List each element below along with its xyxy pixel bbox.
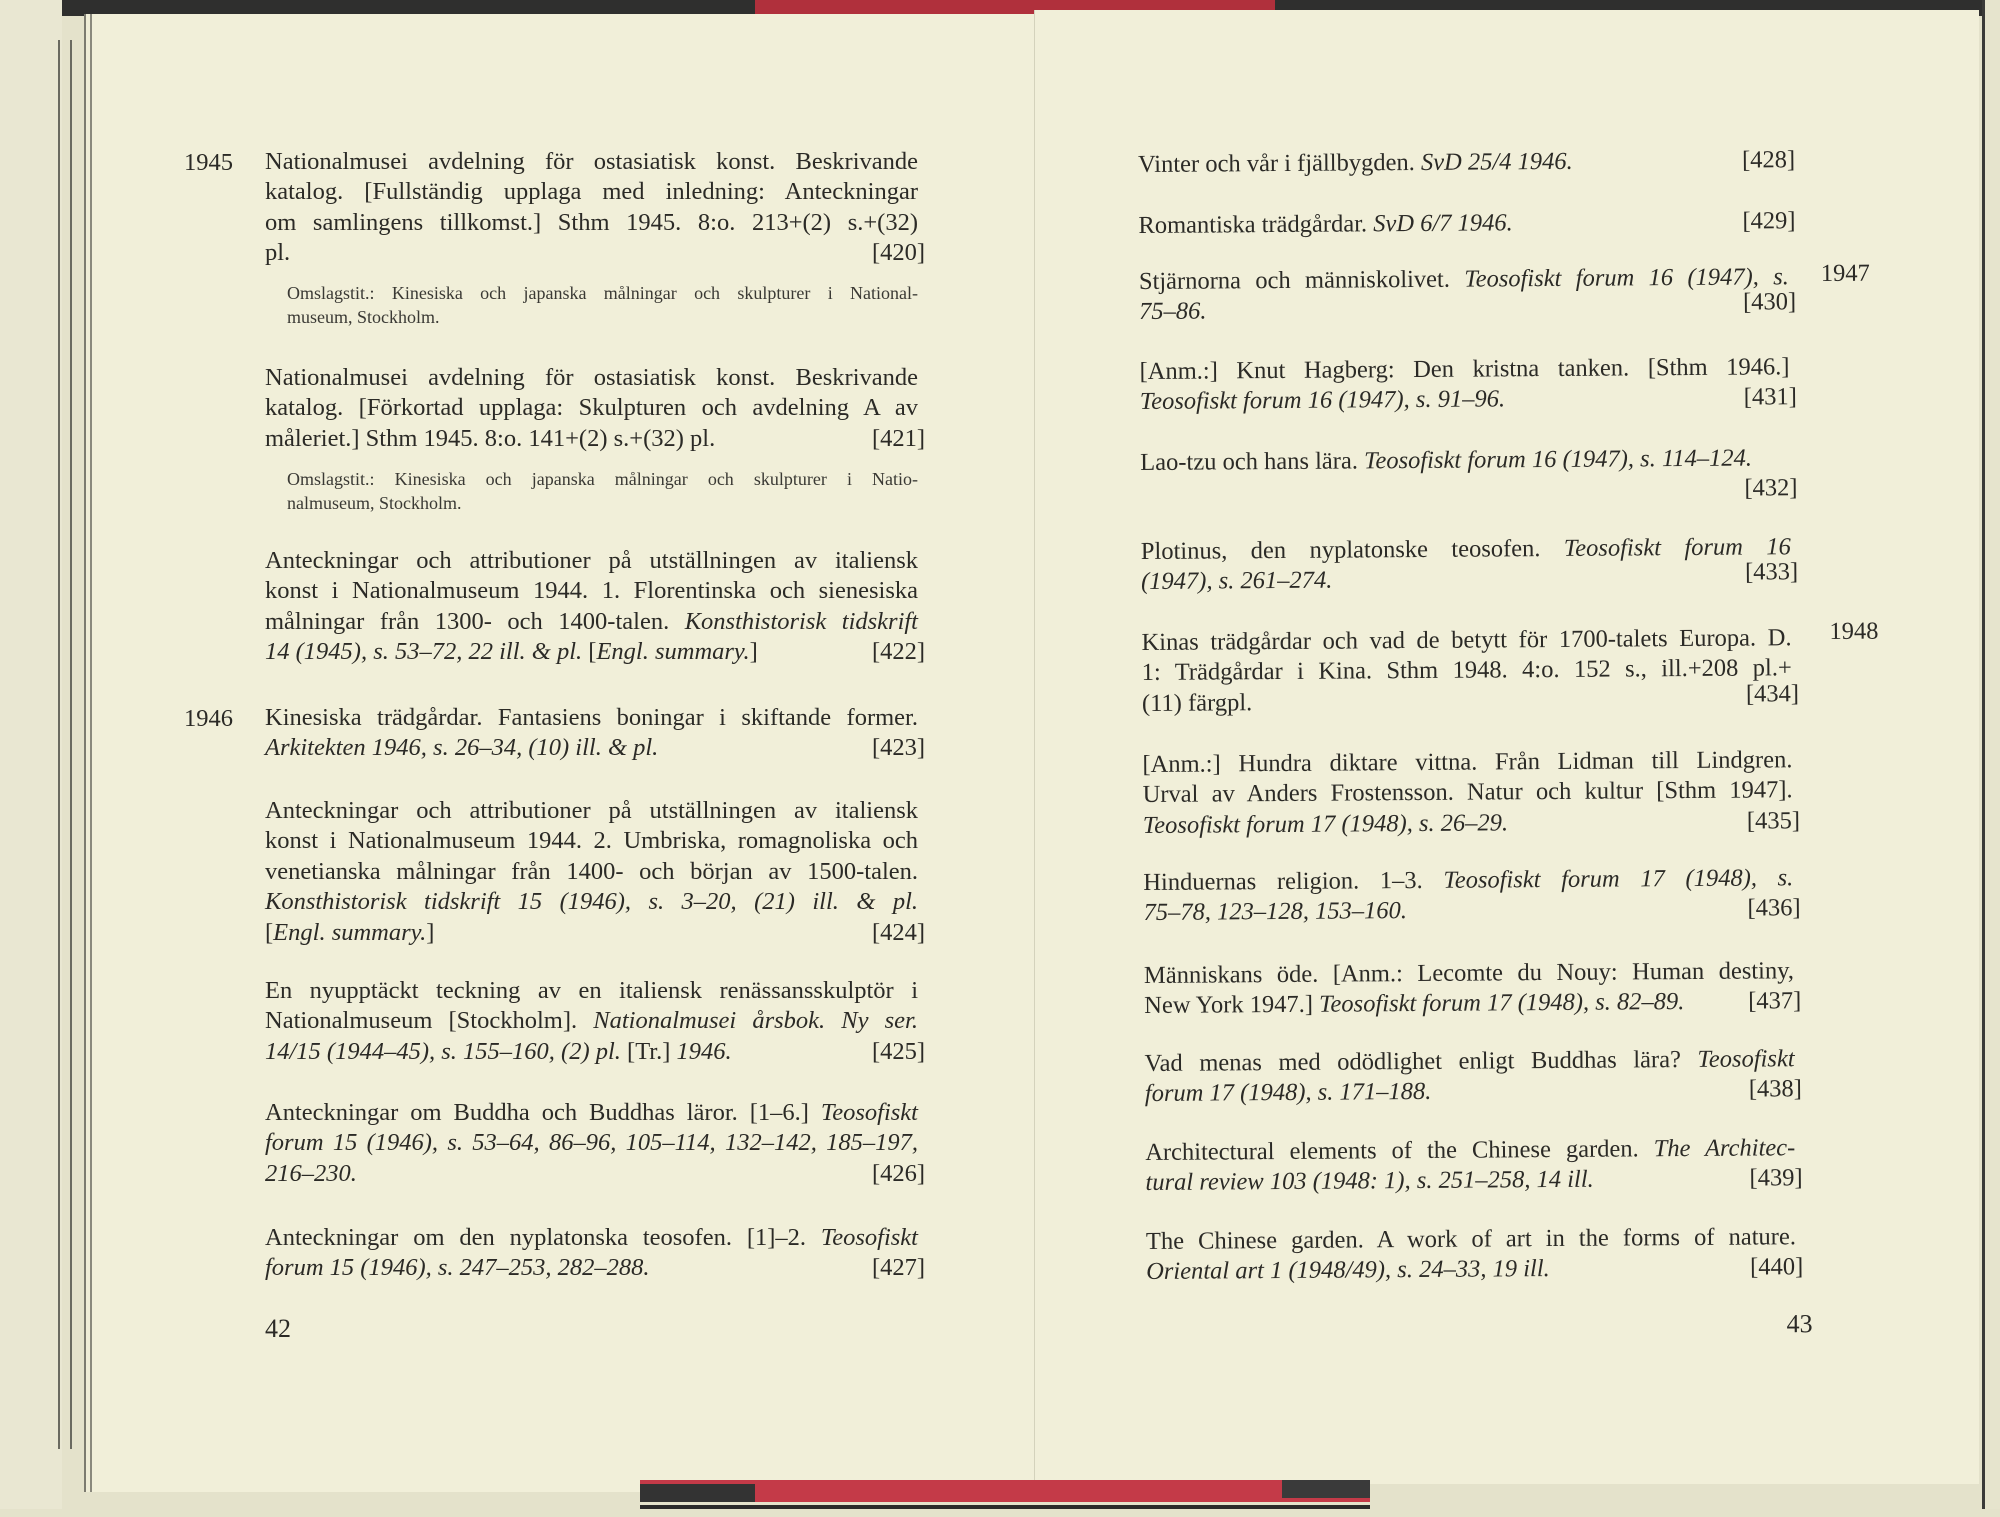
text-segment: (11) färgpl. [1141, 688, 1253, 717]
entry-line [1145, 1164, 1795, 1199]
italic-text-segment: Konsthistorisk tidskrift [684, 607, 918, 635]
entry-line [1141, 532, 1791, 567]
text-segment: [ [265, 918, 274, 946]
entry-line [1140, 443, 1790, 478]
entry-line [1145, 1044, 1795, 1079]
text-segment: måleriet.] Sthm 1945. 8:o. 141+(2) s.+(32) pl. [265, 424, 716, 452]
italic-text-segment: Teosofiskt forum 16 (1947), s. [1464, 263, 1789, 293]
year-label: 1945 [184, 149, 233, 176]
italic-text-segment: 1946. [676, 1037, 732, 1065]
text-segment: målningar från 1300- och 1400-talen. [265, 607, 685, 635]
text-segment: Människans öde. [Anm.: Lecomte du Nouy: Human destiny, [1143, 957, 1795, 989]
entry-number: [430] [1742, 288, 1797, 316]
entry-line [1144, 956, 1794, 991]
text-segment: om samlingens tillkomst.] Sthm 1945. 8:o. 213+(2) s.+(32) [265, 208, 918, 236]
italic-text-segment: Engl. summary. [596, 638, 750, 666]
entry-number: [426] [872, 1159, 926, 1187]
entry-line [1141, 563, 1791, 598]
italic-text-segment: Arkitekten 1946, s. 26–34, (10) ill. & pl. [265, 734, 659, 762]
entry-line [1139, 293, 1789, 328]
italic-text-segment: Teosofiskt [820, 1224, 918, 1251]
year-label: 1946 [184, 705, 233, 732]
text-segment: [Anm.:] Knut Hagberg: Den kristna tanken. [Sthm 1946.] [1139, 353, 1790, 386]
italic-text-segment: The Architec- [1653, 1134, 1796, 1163]
year-label: 1947 [1820, 259, 1870, 288]
text-segment: katalog. [Förkortad upplaga: Skulpturen och avdelning A av [265, 394, 918, 422]
italic-text-segment: forum 15 (1946), s. 247–253, 282–288. [265, 1254, 650, 1282]
italic-text-segment: Teosofiskt forum 16 (1947), s. 91–96. [1139, 385, 1506, 416]
italic-text-segment: forum 15 (1946), s. 53–64, 86–96, 105–114, 132–142, 185–197, [265, 1129, 918, 1157]
text-segment: Kinesiska trädgårdar. Fantasiens boningar i skiftande former. [265, 704, 918, 731]
text-segment: 1: Trädgårdar i Kina. Sthm 1948. 4:o. 152 s., ill.+208 pl.+ [1141, 654, 1792, 687]
entry-line [1139, 352, 1789, 387]
entry-line [1143, 806, 1793, 841]
italic-text-segment: forum 17 (1948), s. 171–188. [1144, 1078, 1432, 1108]
text-segment: Vinter och vår i fjällbygden. [1137, 148, 1422, 179]
entry-line [1143, 863, 1793, 898]
entry-number: [424] [872, 918, 926, 946]
italic-text-segment: Nationalmusei årsbok. Ny ser. [593, 1007, 919, 1035]
text-segment: Nationalmuseum [Stockholm]. [265, 1007, 594, 1035]
entry-number: [438] [1748, 1075, 1803, 1103]
italic-text-segment: 14/15 (1944–45), s. 155–160, (2) pl. [265, 1037, 628, 1065]
entry-number: [437] [1748, 987, 1802, 1015]
text-segment: [Tr.] [627, 1037, 677, 1065]
italic-text-segment: 75–78, 123–128, 153–160. [1143, 897, 1407, 927]
text-segment: ] [426, 918, 435, 946]
entry-number: [439] [1749, 1164, 1803, 1192]
text-segment: New York 1947.] [1144, 991, 1320, 1020]
entry-note: museum, Stockholm. [287, 307, 440, 327]
entry-note: nalmuseum, Stockholm. [287, 493, 462, 513]
entry-line [1141, 623, 1791, 658]
entry-number: [431] [1743, 383, 1797, 411]
italic-text-segment: 75–86. [1139, 297, 1207, 326]
text-segment: Hinduernas religion. 1–3. [1143, 866, 1444, 896]
entry-number: [434] [1745, 679, 1800, 708]
text-segment: Lao-tzu och hans lära. [1140, 447, 1365, 477]
entry-line [1143, 894, 1793, 929]
entry-note: Omslagstit.: Kinesiska och japanska målningar och skulpturer i National- [287, 283, 918, 303]
entry-line [1139, 262, 1789, 297]
text-segment: Anteckningar och attributioner på utställningen av italiensk [265, 797, 918, 824]
italic-text-segment: 14 (1945), s. 53–72, 22 ill. & pl. [265, 638, 589, 666]
italic-text-segment: 216–230. [265, 1159, 357, 1187]
text-segment: Architectural elements of the Chinese garden. [1145, 1135, 1654, 1166]
entry-line [1145, 1133, 1795, 1168]
text-segment: [Anm.:] Hundra diktare vittna. Från Lidman till Lindgren. [1142, 746, 1793, 778]
entry-line [1140, 383, 1790, 418]
entry-number: [429] [1742, 207, 1796, 235]
text-segment: ] [749, 638, 758, 666]
entry-number: [436] [1747, 894, 1801, 922]
entry-number: [440] [1750, 1253, 1804, 1281]
entry-line [1146, 1222, 1796, 1257]
entry-number: [422] [872, 638, 926, 666]
entry-number: [427] [872, 1254, 926, 1282]
italic-text-segment: SvD 25/4 1946. [1420, 147, 1573, 176]
text-segment: En nyupptäckt teckning av en italiensk renässansskulptör i [265, 977, 918, 1004]
text-segment: konst i Nationalmuseum 1944. 1. Florentinska och sienesiska [265, 577, 918, 605]
text-segment: Nationalmusei avdelning för ostasiatisk konst. Beskrivande [265, 364, 918, 391]
italic-text-segment: Oriental art 1 (1948/49), s. 24–33, 19 ill. [1146, 1255, 1550, 1286]
text-segment: Anteckningar om den nyplatonska teosofen. [1]–2. [265, 1224, 821, 1251]
text-segment: Stjärnorna och människolivet. [1138, 265, 1465, 296]
entry-number: [428] [1741, 146, 1796, 174]
italic-text-segment: Teosofiskt forum 17 (1948), s. [1443, 864, 1794, 894]
entry-line [1142, 745, 1792, 780]
page-number: 43 [1786, 1309, 1813, 1339]
entry-line [1143, 776, 1793, 811]
entry-line [1146, 1253, 1796, 1288]
italic-text-segment: Teosofiskt [820, 1099, 918, 1126]
italic-text-segment: SvD 6/7 1946. [1373, 209, 1513, 238]
text-segment: konst i Nationalmuseum 1944. 2. Umbriska, romagnoliska och [265, 827, 918, 855]
italic-text-segment: Engl. summary. [273, 918, 427, 946]
entry-number: [425] [872, 1037, 926, 1065]
page-number: 42 [265, 1314, 291, 1343]
entry-line [1138, 206, 1788, 241]
text-segment: Anteckningar och attributioner på utställningen av italiensk [265, 547, 918, 574]
italic-text-segment: Teosofiskt forum 17 (1948), s. 26–29. [1142, 809, 1509, 839]
text-segment: The Chinese garden. A work of art in the forms of nature. [1145, 1223, 1797, 1255]
italic-text-segment: (1947), s. 261–274. [1140, 566, 1333, 596]
text-segment: Romantiska trädgårdar. [1138, 210, 1374, 240]
entry-number: [432] [1744, 474, 1798, 502]
entry-line [1142, 654, 1792, 689]
italic-text-segment: Teosofiskt forum 16 [1563, 533, 1791, 562]
italic-text-segment: Teosofiskt [1697, 1045, 1795, 1073]
entry-number: [433] [1744, 558, 1799, 586]
entry-number: [420] [872, 239, 926, 267]
entry-line [1144, 987, 1794, 1022]
text-segment: Kinas trädgårdar och vad de betytt för 1700-talets Europa. D. [1141, 624, 1792, 657]
text-segment: venetianska målningar från 1400- och början av 1500-talen. [265, 857, 918, 885]
text-segment: Urval av Anders Frostensson. Natur och kultur [Sthm 1947]. [1142, 776, 1793, 809]
text-segment: pl. [265, 239, 291, 267]
entry-number: [423] [872, 734, 926, 762]
text-segment: Anteckningar om Buddha och Buddhas läror. [1–6.] [265, 1099, 821, 1126]
entry-number: [421] [872, 424, 926, 452]
italic-text-segment: Teosofiskt forum 16 (1947), s. 114–124. [1363, 444, 1753, 475]
text-segment: Nationalmusei avdelning för ostasiatisk konst. Beskrivande [265, 148, 918, 175]
entry-line [1145, 1075, 1795, 1110]
text-segment: katalog. [Fullständig upplaga med inledning: Anteckningar [265, 178, 918, 206]
text-segment: Vad menas med odödlighet enligt Buddhas lära? [1144, 1045, 1698, 1077]
italic-text-segment: Teosofiskt forum 17 (1948), s. 82–89. [1319, 988, 1685, 1019]
year-label: 1948 [1829, 617, 1879, 645]
text-segment: [ [588, 638, 597, 666]
italic-text-segment: tural review 103 (1948: 1), s. 251–258, 14 ill. [1145, 1166, 1594, 1197]
entry-line [1138, 145, 1788, 180]
entry-line [1142, 684, 1792, 719]
entry-note: Omslagstit.: Kinesiska och japanska målningar och skulpturer i Natio- [287, 469, 918, 489]
entry-number: [435] [1746, 806, 1801, 835]
text-segment: Plotinus, den nyplatonske teosofen. [1140, 534, 1564, 566]
italic-text-segment: Konsthistorisk tidskrift 15 (1946), s. 3–20, (21) ill. & pl. [265, 888, 918, 916]
